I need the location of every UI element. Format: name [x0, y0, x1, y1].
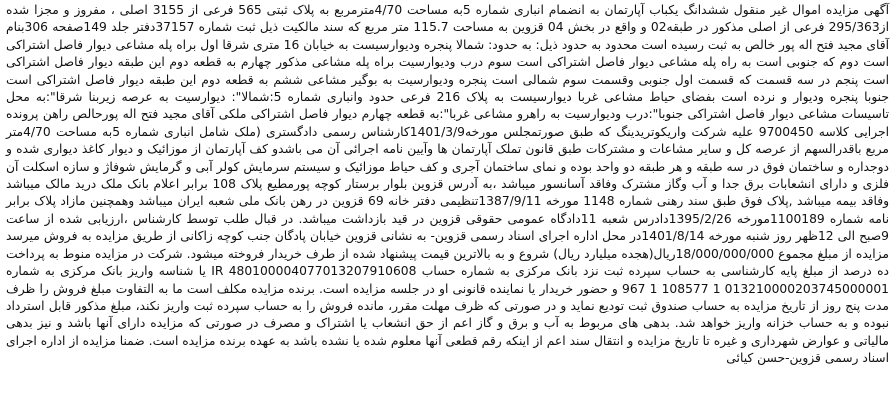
auction-notice-text: آگهی مزایده اموال غیر منقول ششدانگ یکباب آپارتمان به انضمام انباری شماره 5به مساحت 4/70مترمربع به پلاک ثبتی 565 فرعی از 3155 اصلی ، مفروز و مجزا شده از295/363 فرعی از اصلی مذکور در طبقه02 و واقع در بخش 04 قزوین به مساحت 115.7 متر مربع که سند مالکیت ذیل ثبت شماره 37157دفتر جلد 149صفحه 306بنام آقای مجید فتح اله پور خالص به ثبت رسیده است محدود به حدود ذیل: به حدود: شمالا پنجره ودیوارسیست به خیابان 16 متری شرقا اول براه پله مشاعی دیوار فاصل اشتراکی است دوم که جنوبی است به راه پله مشاعی دیوار فاصل اشتراکی است سوم درب ودیوارسیت براه پله مشاعی مذکور چهارم به قطعه دوم این طبقه دیوار فاصل اشتراکی است پنجم در سه قسمت که قسمت اول جنوبی وقسمت سوم شمالی است پنجره ودیوارسیت به بوگیر مشاعی ششم به قطعه دوم این طبقه دیوار فاصل اشتراکی است جنوبا پنجره ودیوار و نرده است بفضای حیاط مشاعی غربا دیوارسیست به پلاک 216 فرعی حدود وانباری شماره 5:شمالا": دیوارسیت به عرصه زیربنا شرقا":به محل تاسیسات مشاعی دیوار فاصل اشتراکی جنوبا":درب ودیوارسیت به راهرو مشاعی غربا":به قطعه چهارم دیوار فاصل اشتراکی ملکی آقای مجید فتح اله پورحالص راهن پرونده اجرایی کلاسه 9700450 علیه شرکت واریکوتریدینگ که طبق صورتمجلس مورخه1401/3/9کارشناس رسمی دادگستری (ملک شامل انباری شماره 5به مساحت 4/70متر مربع باقدرالسهم از عرصه کل و سایر مشاعات و مشترکات طبق قانون تملک آپارتمان ها وآیین نامه اجرائی آن می باشدو کف آپارتمان از موزائیک و دیوار کاغذ دیواری شده و دوجداره و ساختمان فوق در سه طبقه و هر طبقه دو واحد بوده و نمای ساختمان آجری و کف حیاط موزائیک و سیستم سرمایش کولر آبی و گرمایش شوفاژ و سازه اسکلت آن فلزی و دارای انشعابات برق جدا و آب وگاز مشترک وفاقد آسانسور میباشد ،به آدرس قزوین بلوار برستار کوچه پورمطیع پلاک 108 برابر اعلام بانک ملک درید مالک میباشد وفاقد بیمه میباشد ,پلاک فوق طبق سند رهنی شماره 1148 مورخه 1387/9/11تنظیمی دفتر خانه 69 قزوین در رهن بانک ملی شعبه ایران میباشد وهمچنین مازاد پلاک برابر نامه شماره 1100189مورخه 1395/2/26دادرس شعبه 11دادگاه عمومی حقوقی قزوین در قید بازداشت میباشد. در قبال طلب توسط کارشناس ،ارزیابی شده از ساعت 9صبح الی 12ظهر روز شنبه مورخه 1401/8/14در محل اداره اجرای اسناد رسمی قزوین- به نشانی قزوین خیابان پادگان جنب کوچه زاکانی از طریق مزایده به فروش میرسد مزایده از مبلغ مجموع 18/000/000/000ریال(هجده میلیارد ریال) شروع و به بالاترین قیمت پیشنهاد شده از طرف خریدار فروخته میشود. شرکت در مزایده منوط به پرداخت ده درصد از مبلغ پایه کارشناسی به حساب سپرده ثبت نزد بانک مرکزی به شماره حساب IR 480100004077013207910608 یا شناسه واریز بانک مرکزی به شماره 013210000203745000001 1 108577 1 967 و حضور خریدار یا نماینده قانونی او در جلسه مزایده است. برنده مزایده مکلف است ما به التفاوت مبلغ فروش را ظرف مدت پنج روز از تاریخ مزایده به حساب صندوق ثبت تودیع نماید و در صورتی که ظرف مهلت مقرر، مانده فروش را به حساب سپرده ثبت واریز نکند، مبلغ مذکور قابل استرداد نبوده و به حساب خزانه واریز خواهد شد. بدهی های مربوط به آب و برق و گاز اعم از حق انشعاب یا اشتراک و مصرف در صورتی که مزایده دارای آنها باشد و نیز بدهی مالیاتی و عوارض شهرداری و غیره تا تاریخ مزایده و انتقال سند اعم از اینکه رقم قطعی آنها معلوم شده یا نشده باشد به عهده برنده مزایده است. ضمنا مزایده از اداره اجرای اسناد رسمی قزوین-حسن کیائی	[6, 3, 890, 366]
